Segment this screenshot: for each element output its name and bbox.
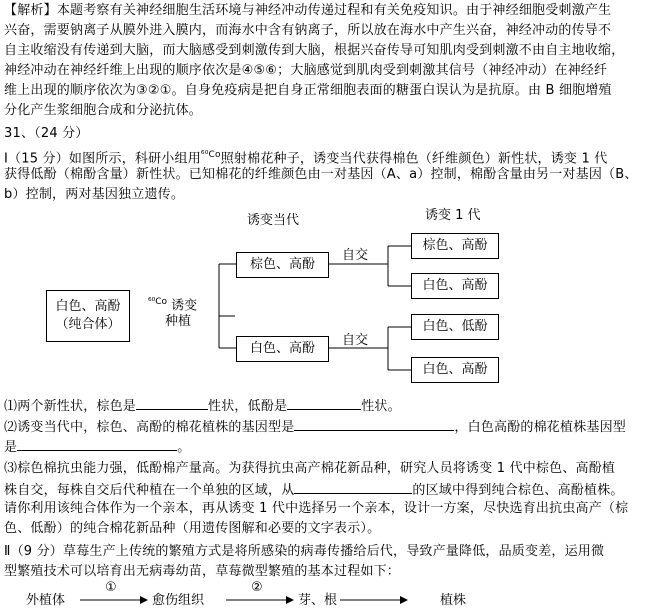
part1-line-1: Ⅰ（15 分）如图所示，科研小组用$^{^{60}Co}$照射棉花种子，诱变当代获得棉色（纤维颜色）新性状，诱变 1 代: [4, 150, 608, 167]
sub-question-3-line-2: 株自交，每株自交后代种植在一个单独的区域，从 的区域中得到纯合棕色、高酚植株。: [4, 480, 624, 500]
part2-line-1: Ⅱ（9 分）草莓生产上传统的繁殖方式是将所感染的病毒传播给后代，导致产量降低，品质变差，运用微: [4, 544, 605, 559]
sub-question-3-line-4: 色、低酚）的纯合棉花新品种（用遗传图解和必要的文字表示）。: [4, 521, 381, 536]
treatment-planting: 种植: [165, 314, 192, 329]
part1-line-2: 获得低酚（棉酚含量）新性状。已知棉花的纤维颜色由一对基因（A、a）控制，棉酚含量由另一对基因（B、: [4, 167, 638, 182]
answer-blank-3[interactable]: [294, 417, 454, 431]
flow-arrow-2-head: [286, 596, 294, 604]
flow-arrow-1-head: [140, 596, 148, 604]
answer-blank-4[interactable]: [17, 437, 177, 451]
part2-line-2: 型繁殖技术可以培育出无病毒幼苗，草莓微型繁殖的基本过程如下：: [4, 564, 401, 579]
sub-question-2: ⑵诱变当代中，棕色、高酚的棉花植株的基因型是 ，白色高酚的棉花植株基因型: [4, 417, 626, 437]
analysis-line-4: 神经冲动在神经纤维上出现的顺序依次是④⑤⑥；大脑感觉到肌肉受到刺激其信号（神经冲动）在神经纤: [4, 63, 608, 78]
self-cross-top: 自交: [342, 248, 369, 263]
flow-arrow-1-label: ①: [105, 580, 117, 595]
flow-arrow-3-head: [400, 596, 408, 604]
treatment-label: $^{^{60}Co}$ 诱变: [148, 297, 198, 314]
answer-blank-1[interactable]: [136, 396, 208, 410]
right-box-2: 白色、高酚: [411, 273, 499, 299]
answer-blank-2[interactable]: [287, 396, 361, 410]
header-generation-1: 诱变 1 代: [425, 208, 481, 223]
analysis-tag: 【解析】: [4, 3, 57, 18]
flow-arrow-2-label: ②: [251, 580, 263, 595]
sub-question-2-cont: 是 。: [4, 437, 190, 457]
part1-line-3: b）控制，两对基因独立遗传。: [4, 187, 185, 202]
sub-question-3-line-1: ⑶棕色棉抗虫能力强，低酚棉产量高。为获得抗虫高产棉花新品种，研究人员将诱变 1 代中棕色、高酚植: [4, 461, 616, 476]
flow-step-4: 植株: [440, 593, 467, 608]
right-box-3: 白色、低酚: [411, 314, 499, 340]
question-number: 31、（24 分）: [4, 126, 89, 141]
mid-box-top: 棕色、高酚: [236, 252, 329, 278]
isotope-label: ⁶⁰Co: [200, 150, 221, 160]
right-box-1: 棕色、高酚: [411, 233, 499, 259]
mid-box-bottom: 白色、高酚: [236, 336, 329, 362]
analysis-line-2: 兴奋，需要钠离子从膜外进入膜内，而海水中含有钠离子，所以放在海水中产生兴奋，神经冲动的传导不: [4, 23, 612, 38]
flow-step-1: 外植体: [26, 593, 66, 608]
sub-question-1: ⑴两个新性状，棕色是 性状，低酚是 性状。: [4, 396, 401, 416]
header-generation-0: 诱变当代: [247, 213, 300, 228]
flow-step-2: 愈伤组织: [152, 593, 205, 608]
analysis-line-3: 自主收缩没有传递到大脑，而大脑感受到刺激传到大脑，根据兴奋传导可知肌肉受到刺激不由自主地收缩，: [4, 43, 625, 58]
analysis-line-6: 分化产生浆细胞合成和分泌抗体。: [4, 103, 203, 118]
self-cross-bottom: 自交: [342, 333, 369, 348]
right-box-4: 白色、高酚: [411, 357, 499, 383]
analysis-line-1: 【解析】本题考察有关神经细胞生活环境与神经冲动传递过程和有关免疫知识。由于神经细胞受刺激产生: [4, 3, 612, 18]
treatment-isotope: ⁶⁰Co: [148, 297, 168, 307]
answer-blank-5[interactable]: [294, 480, 412, 494]
analysis-line-5: 维上出现的顺序依次为③②①。自身免疫病是把自身正常细胞表面的糖蛋白误认为是抗原。由 B 细胞增殖: [4, 83, 612, 98]
origin-box: 白色、高酚 （纯合体）: [46, 290, 130, 342]
sub-question-3-line-3: 请你利用该纯合体作为一个亲本，再从诱变 1 代中选择另一个亲本，设计一方案，尽快选育出抗虫高产（棕: [4, 501, 629, 516]
flow-step-3: 芽、根: [298, 593, 338, 608]
